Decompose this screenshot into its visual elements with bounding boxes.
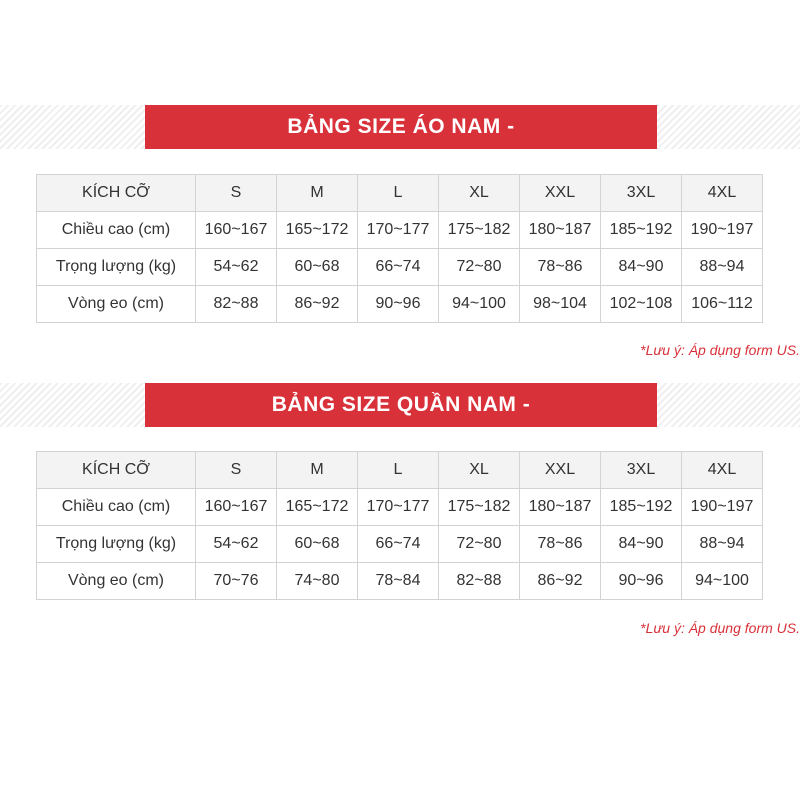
table-cell: 54~62 xyxy=(196,526,277,563)
table-row-waist xyxy=(37,286,763,323)
table-cell: 94~100 xyxy=(682,563,763,600)
table-cell: 88~94 xyxy=(682,249,763,286)
table-cell: 78~86 xyxy=(520,526,601,563)
table-cell: 175~182 xyxy=(439,212,520,249)
table-cell: 165~172 xyxy=(277,489,358,526)
table-cell: 106~112 xyxy=(682,286,763,323)
table-cell: 60~68 xyxy=(277,526,358,563)
pants-size-table xyxy=(36,451,763,600)
size-col-s: S xyxy=(196,452,277,489)
size-col-l: L xyxy=(358,452,439,489)
size-col-l: L xyxy=(358,175,439,212)
table-cell: 102~108 xyxy=(601,286,682,323)
table-cell: 160~167 xyxy=(196,489,277,526)
row-label: Trọng lượng (kg) xyxy=(37,526,196,563)
size-col-xxl: XXL xyxy=(520,452,601,489)
table-row-waist xyxy=(37,563,763,600)
row-label: Chiều cao (cm) xyxy=(37,489,196,526)
size-header-label: KÍCH CỠ xyxy=(37,452,196,489)
row-label: Vòng eo (cm) xyxy=(37,286,196,323)
size-col-m: M xyxy=(277,175,358,212)
table-cell: 180~187 xyxy=(520,212,601,249)
table-row-height xyxy=(37,489,763,526)
row-label: Vòng eo (cm) xyxy=(37,563,196,600)
table-cell: 90~96 xyxy=(601,563,682,600)
size-col-4xl: 4XL xyxy=(682,452,763,489)
table-cell: 78~84 xyxy=(358,563,439,600)
shirt-note: *Lưu ý: Áp dụng form US. xyxy=(640,342,800,358)
table-cell: 66~74 xyxy=(358,249,439,286)
table-cell: 185~192 xyxy=(601,489,682,526)
table-cell: 54~62 xyxy=(196,249,277,286)
table-cell: 78~86 xyxy=(520,249,601,286)
size-col-3xl: 3XL xyxy=(601,175,682,212)
pants-size-title: BẢNG SIZE QUẦN NAM - xyxy=(145,383,657,427)
table-cell: 84~90 xyxy=(601,249,682,286)
table-cell: 185~192 xyxy=(601,212,682,249)
size-header-label: KÍCH CỠ xyxy=(37,175,196,212)
table-row-height xyxy=(37,212,763,249)
size-col-m: M xyxy=(277,452,358,489)
table-cell: 84~90 xyxy=(601,526,682,563)
size-col-4xl: 4XL xyxy=(682,175,763,212)
shirt-size-table xyxy=(36,174,763,323)
size-header-row xyxy=(37,452,763,489)
table-cell: 94~100 xyxy=(439,286,520,323)
table-cell: 190~197 xyxy=(682,212,763,249)
table-cell: 165~172 xyxy=(277,212,358,249)
size-header-row xyxy=(37,175,763,212)
table-cell: 74~80 xyxy=(277,563,358,600)
table-cell: 175~182 xyxy=(439,489,520,526)
size-col-s: S xyxy=(196,175,277,212)
size-col-xxl: XXL xyxy=(520,175,601,212)
table-cell: 86~92 xyxy=(520,563,601,600)
table-row-weight xyxy=(37,526,763,563)
table-cell: 98~104 xyxy=(520,286,601,323)
row-label: Chiều cao (cm) xyxy=(37,212,196,249)
table-cell: 70~76 xyxy=(196,563,277,600)
pants-note: *Lưu ý: Áp dụng form US. xyxy=(640,620,800,636)
table-cell: 190~197 xyxy=(682,489,763,526)
table-cell: 170~177 xyxy=(358,489,439,526)
shirt-size-title: BẢNG SIZE ÁO NAM - xyxy=(145,105,657,149)
table-cell: 160~167 xyxy=(196,212,277,249)
table-cell: 72~80 xyxy=(439,249,520,286)
table-cell: 60~68 xyxy=(277,249,358,286)
table-cell: 88~94 xyxy=(682,526,763,563)
table-cell: 82~88 xyxy=(439,563,520,600)
size-col-xl: XL xyxy=(439,452,520,489)
size-col-3xl: 3XL xyxy=(601,452,682,489)
table-row-weight xyxy=(37,249,763,286)
table-cell: 66~74 xyxy=(358,526,439,563)
table-cell: 180~187 xyxy=(520,489,601,526)
table-cell: 86~92 xyxy=(277,286,358,323)
table-cell: 82~88 xyxy=(196,286,277,323)
size-col-xl: XL xyxy=(439,175,520,212)
row-label: Trọng lượng (kg) xyxy=(37,249,196,286)
table-cell: 170~177 xyxy=(358,212,439,249)
table-cell: 72~80 xyxy=(439,526,520,563)
table-cell: 90~96 xyxy=(358,286,439,323)
